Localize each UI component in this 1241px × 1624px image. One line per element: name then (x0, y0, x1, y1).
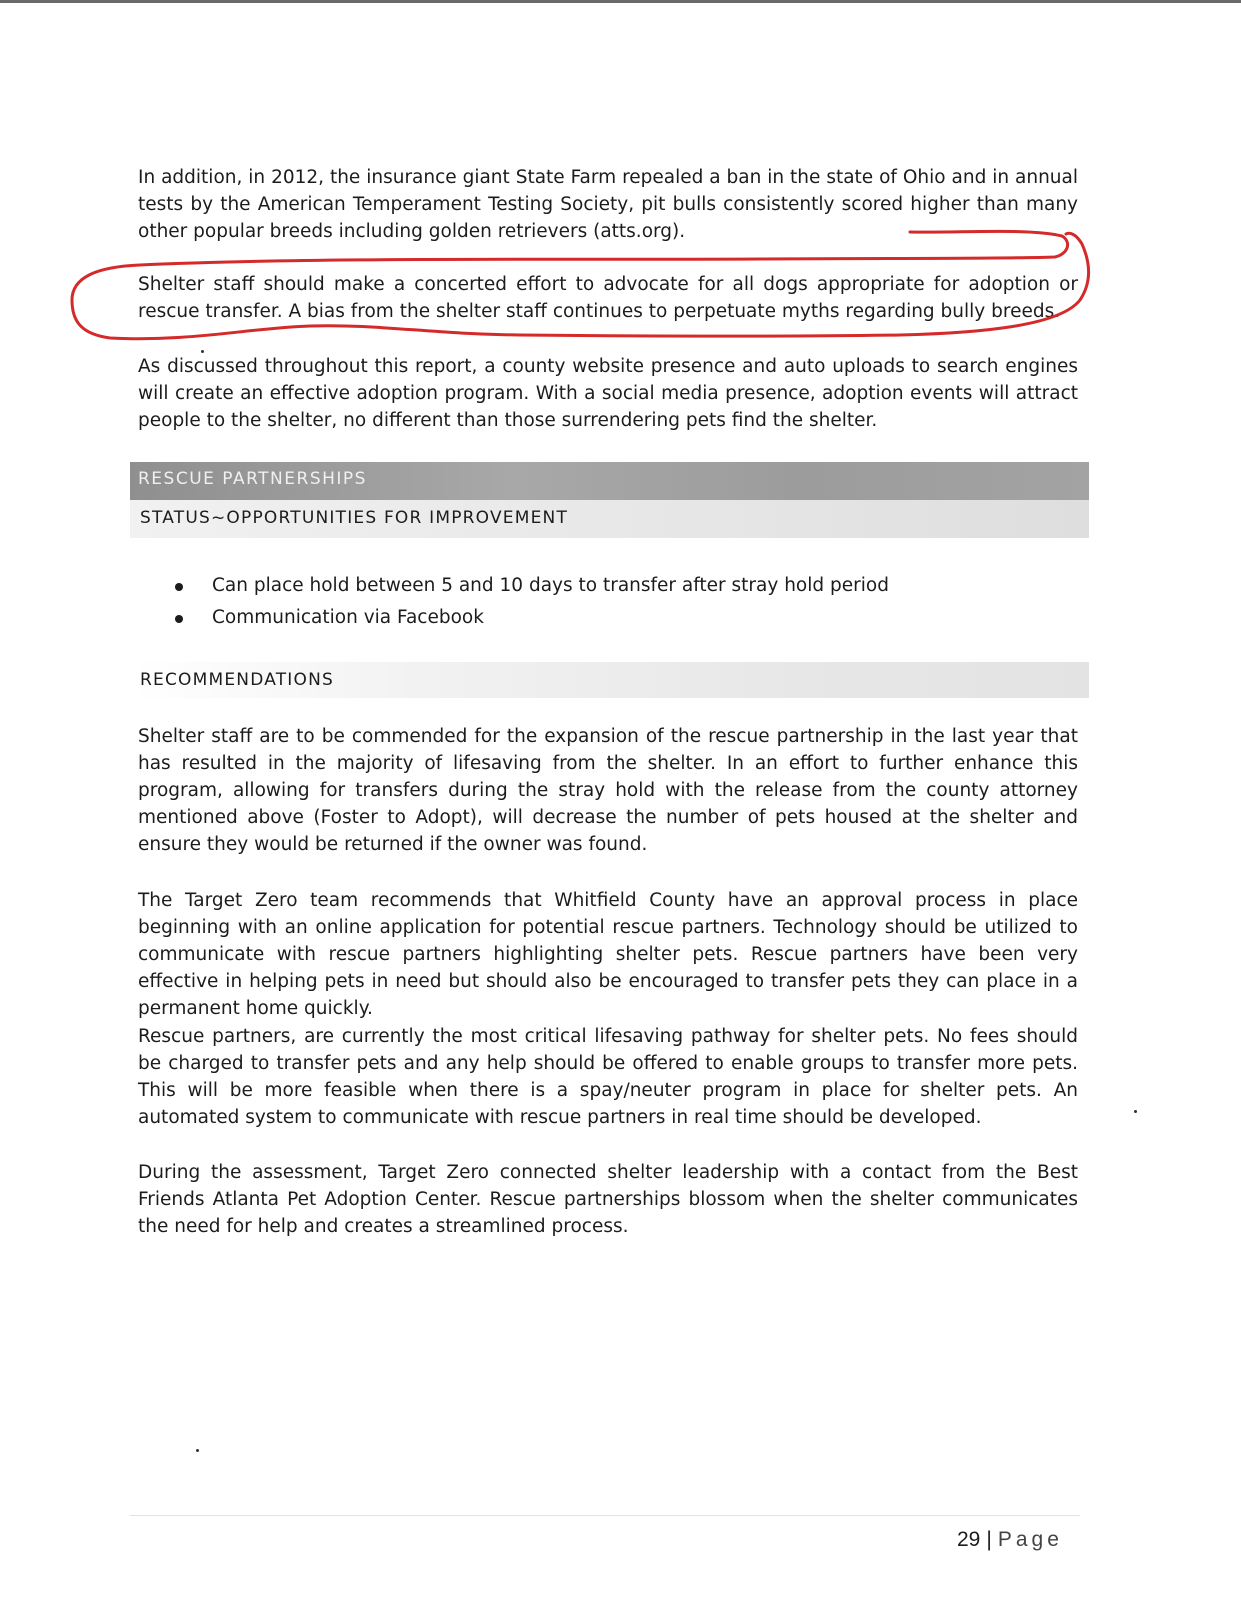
recommendation-paragraph-4: During the assessment, Target Zero connected shelter leadership with a contact from the Best Friends Atlanta Pet Adoption Center. Rescue partnerships blossom when the shelter communicates the need for help and creates a streamlined process. (138, 1162, 1078, 1237)
bullet-icon (175, 615, 183, 623)
status-subheader-bar (130, 500, 1089, 538)
adoption-paragraph: As discussed throughout this report, a county website presence and auto uploads to search engines will create an effective adoption program. With a social media presence, adoption events will attract people to the shelter, no different than those surrendering pets find the shelter. (138, 356, 1078, 431)
bullet-text: Can place hold between 5 and 10 days to transfer after stray hold period (212, 575, 889, 596)
recommendation-paragraph-2: The Target Zero team recommends that Whitfield County have an approval process in place beginning with an online application for potential rescue partners. Technology should be utilized to communicate with rescue partners highlighting shelter pets. Rescue partners have been very effective in helping pets in need but should also be encouraged to transfer pets they can place in a permanent home quickly. (138, 890, 1078, 1019)
intro-paragraph: In addition, in 2012, the insurance giant State Farm repealed a ban in the state of Ohio and in annual tests by the American Temperament Testing Society, pit bulls consistently scored higher than many other popular breeds including golden retrievers (atts.org). (138, 167, 1078, 242)
page-separator: | (986, 1528, 992, 1551)
recommendations-heading: RECOMMENDATIONS (140, 670, 334, 690)
scan-top-edge (0, 0, 1241, 3)
section-title: RESCUE PARTNERSHIPS (138, 469, 367, 489)
scan-speck (201, 350, 204, 353)
bullet-icon (175, 583, 183, 591)
status-bullet-list (170, 570, 889, 634)
page-number: 29 (957, 1528, 981, 1551)
list-item (170, 570, 889, 602)
page-number-footer (957, 1528, 1063, 1552)
recommendation-paragraph-1: Shelter staff are to be commended for the expansion of the rescue partnership in the last year that has resulted in the majority of lifesaving from the shelter. In an effort to further enhance this program, allowing for transfers during the stray hold with the release from the county attorney mentioned above (Foster to Adopt), will decrease the number of pets housed at the shelter and ensure they would be returned if the owner was found. (138, 726, 1078, 855)
recommendations-header-bar (132, 662, 1089, 698)
status-subtitle: STATUS~OPPORTUNITIES FOR IMPROVEMENT (140, 508, 569, 528)
highlighted-paragraph: Shelter staff should make a concerted effort to advocate for all dogs appropriate for adoption or rescue transfer. A bias from the shelter staff continues to perpetuate myths regarding bully breeds. (138, 274, 1078, 322)
list-item (170, 602, 889, 634)
footer-divider (130, 1515, 1080, 1516)
section-header-bar (130, 462, 1089, 500)
scan-speck (196, 1449, 199, 1452)
scan-speck (1134, 1110, 1137, 1113)
recommendation-paragraph-3: Rescue partners, are currently the most critical lifesaving pathway for shelter pets. No fees should be charged to transfer pets and any help should be offered to enable groups to transfer more pets. This will be more feasible when there is a spay/neuter program in place for shelter pets. An automated system to communicate with rescue partners in real time should be developed. (138, 1026, 1078, 1128)
bullet-text: Communication via Facebook (212, 607, 484, 628)
page-label: Page (997, 1528, 1063, 1551)
